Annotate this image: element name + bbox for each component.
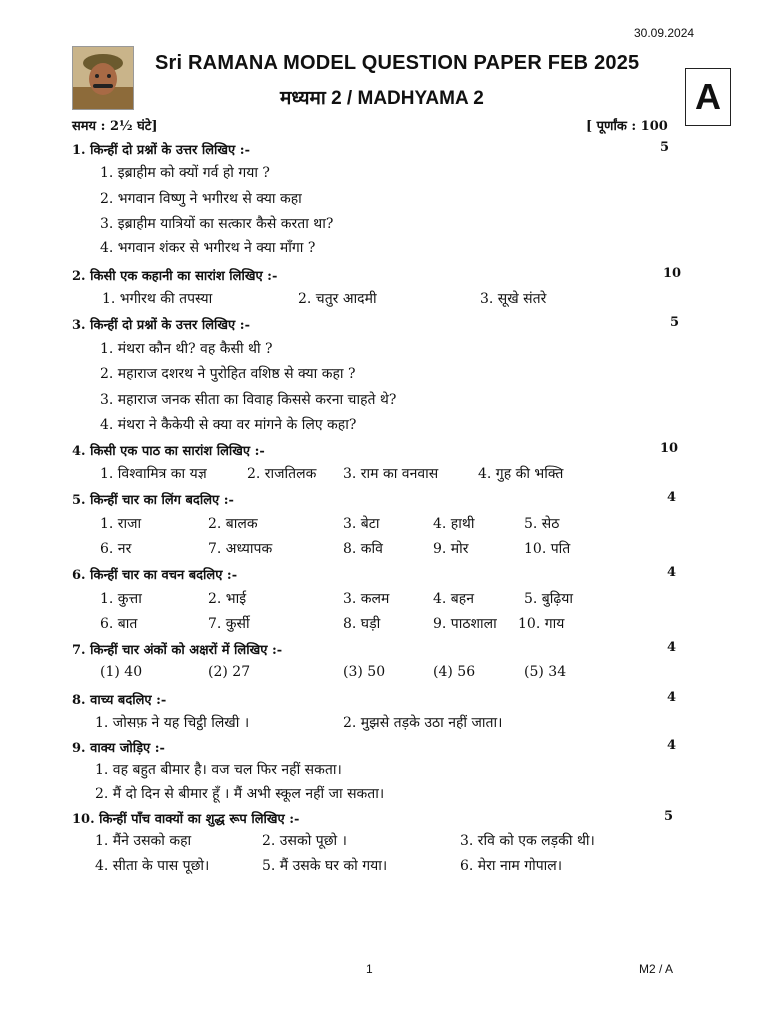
option-item: 2. मुझसे तड़के उठा नहीं जाता।: [343, 715, 503, 731]
question-marks: 10: [663, 266, 682, 281]
option-item: 9. पाठशाला: [433, 616, 497, 632]
option-item: 3. कलम: [343, 591, 390, 607]
option-item: (2) 27: [208, 664, 251, 680]
question-marks: 10: [660, 441, 679, 456]
question-heading: 2. किसी एक कहानी का सारांश लिखिए :-: [72, 269, 278, 284]
option-item: 3. रवि को एक लड़की थी।: [460, 833, 595, 849]
option-item: 2. उसको पूछो ।: [262, 833, 347, 849]
option-item: 4. हाथी: [433, 516, 475, 532]
option-item: 9. मोर: [433, 541, 469, 557]
question-heading: 4. किसी एक पाठ का सारांश लिखिए :-: [72, 444, 265, 459]
question-heading: 8. वाच्य बदलिए :-: [72, 693, 167, 708]
option-item: 1. मैंने उसको कहा: [95, 833, 192, 849]
option-item: 7. कुर्सी: [208, 616, 250, 632]
question-marks: 4: [667, 738, 677, 753]
question-marks: 5: [664, 809, 674, 824]
page-number: 1: [366, 962, 373, 976]
option-item: 3. बेटा: [343, 516, 380, 532]
option-item: (3) 50: [343, 664, 386, 680]
option-item: (4) 56: [433, 664, 476, 680]
option-item: 5. सेठ: [524, 516, 560, 532]
option-item: 2. मैं दो दिन से बीमार हूँ । मैं अभी स्कूल नहीं जा सकता।: [95, 786, 385, 802]
option-item: 4. मंथरा ने कैकेयी से क्या वर मांगने के लिए कहा?: [100, 417, 357, 433]
option-item: (1) 40: [100, 664, 143, 680]
option-item: 1. राजा: [100, 516, 142, 532]
option-item: 2. भगवान विष्णु ने भगीरथ से क्या कहा: [100, 191, 302, 207]
total-marks-label: [ पूर्णांक : 100: [586, 119, 668, 134]
option-item: 6. मेरा नाम गोपाल।: [460, 858, 563, 874]
portrait-photo: [72, 46, 134, 110]
question-marks: 5: [670, 315, 680, 330]
option-item: 3. इब्राहीम यात्रियों का सत्कार कैसे करता था?: [100, 216, 334, 232]
option-item: 2. चतुर आदमी: [298, 291, 377, 307]
option-item: 6. बात: [100, 616, 138, 632]
set-badge: A: [685, 68, 731, 126]
option-item: 1. इब्राहीम को क्यों गर्व हो गया ?: [100, 165, 270, 181]
option-item: 1. वह बहुत बीमार है। वज चल फिर नहीं सकता।: [95, 762, 342, 778]
option-item: (5) 34: [524, 664, 567, 680]
question-marks: 4: [667, 490, 677, 505]
option-item: 2. बालक: [208, 516, 258, 532]
option-item: 3. राम का वनवास: [343, 466, 439, 482]
date: 30.09.2024: [634, 26, 695, 40]
option-item: 10. पति: [524, 541, 571, 557]
option-item: 4. गुह की भक्ति: [478, 466, 564, 482]
option-item: 4. बहन: [433, 591, 475, 607]
question-heading: 7. किन्हीं चार अंकों को अक्षरों में लिखिए :-: [72, 643, 283, 658]
question-marks: 4: [667, 565, 677, 580]
option-item: 1. मंथरा कौन थी? वह कैसी थी ?: [100, 341, 273, 357]
option-item: 3. सूखे संतरे: [480, 291, 547, 307]
paper-code: M2 / A: [639, 962, 674, 976]
option-item: 1. जोसफ़ ने यह चिट्ठी लिखी ।: [95, 715, 250, 731]
question-heading: 1. किन्हीं दो प्रश्नों के उत्तर लिखिए :-: [72, 143, 250, 158]
option-item: 8. घड़ी: [343, 616, 381, 632]
option-item: 6. नर: [100, 541, 132, 557]
option-item: 5. मैं उसके घर को गया।: [262, 858, 388, 874]
question-heading: 5. किन्हीं चार का लिंग बदलिए :-: [72, 493, 234, 508]
option-item: 1. कुत्ता: [100, 591, 142, 607]
option-item: 7. अध्यापक: [208, 541, 273, 557]
question-marks: 4: [667, 640, 677, 655]
portrait-image: [73, 47, 133, 109]
paper-title: Sri RAMANA MODEL QUESTION PAPER FEB 2025: [155, 52, 640, 74]
option-item: 8. कवि: [343, 541, 383, 557]
paper-subtitle: मध्यमा 2 / MADHYAMA 2: [280, 88, 484, 109]
time-label: समय : 2½ घंटे]: [72, 119, 158, 134]
question-marks: 5: [660, 140, 670, 155]
option-item: 1. विश्वामित्र का यज्ञ: [100, 466, 207, 482]
question-heading: 3. किन्हीं दो प्रश्नों के उत्तर लिखिए :-: [72, 318, 250, 333]
question-heading: 6. किन्हीं चार का वचन बदलिए :-: [72, 568, 238, 583]
option-item: 4. भगवान शंकर से भगीरथ ने क्या माँगा ?: [100, 240, 316, 256]
option-item: 1. भगीरथ की तपस्या: [102, 291, 213, 307]
option-item: 2. भाई: [208, 591, 247, 607]
option-item: 4. सीता के पास पूछो।: [95, 858, 210, 874]
question-heading: 10. किन्हीं पाँच वाक्यों का शुद्ध रूप लिखिए :-: [72, 812, 300, 827]
option-item: 2. महाराज दशरथ ने पुरोहित वशिष्ठ से क्या कहा ?: [100, 366, 356, 382]
option-item: 10. गाय: [518, 616, 565, 632]
option-item: 2. राजतिलक: [247, 466, 317, 482]
question-heading: 9. वाक्य जोड़िए :-: [72, 741, 165, 756]
option-item: 3. महाराज जनक सीता का विवाह किससे करना चाहते थे?: [100, 392, 397, 408]
option-item: 5. बुढ़िया: [524, 591, 574, 607]
question-marks: 4: [667, 690, 677, 705]
